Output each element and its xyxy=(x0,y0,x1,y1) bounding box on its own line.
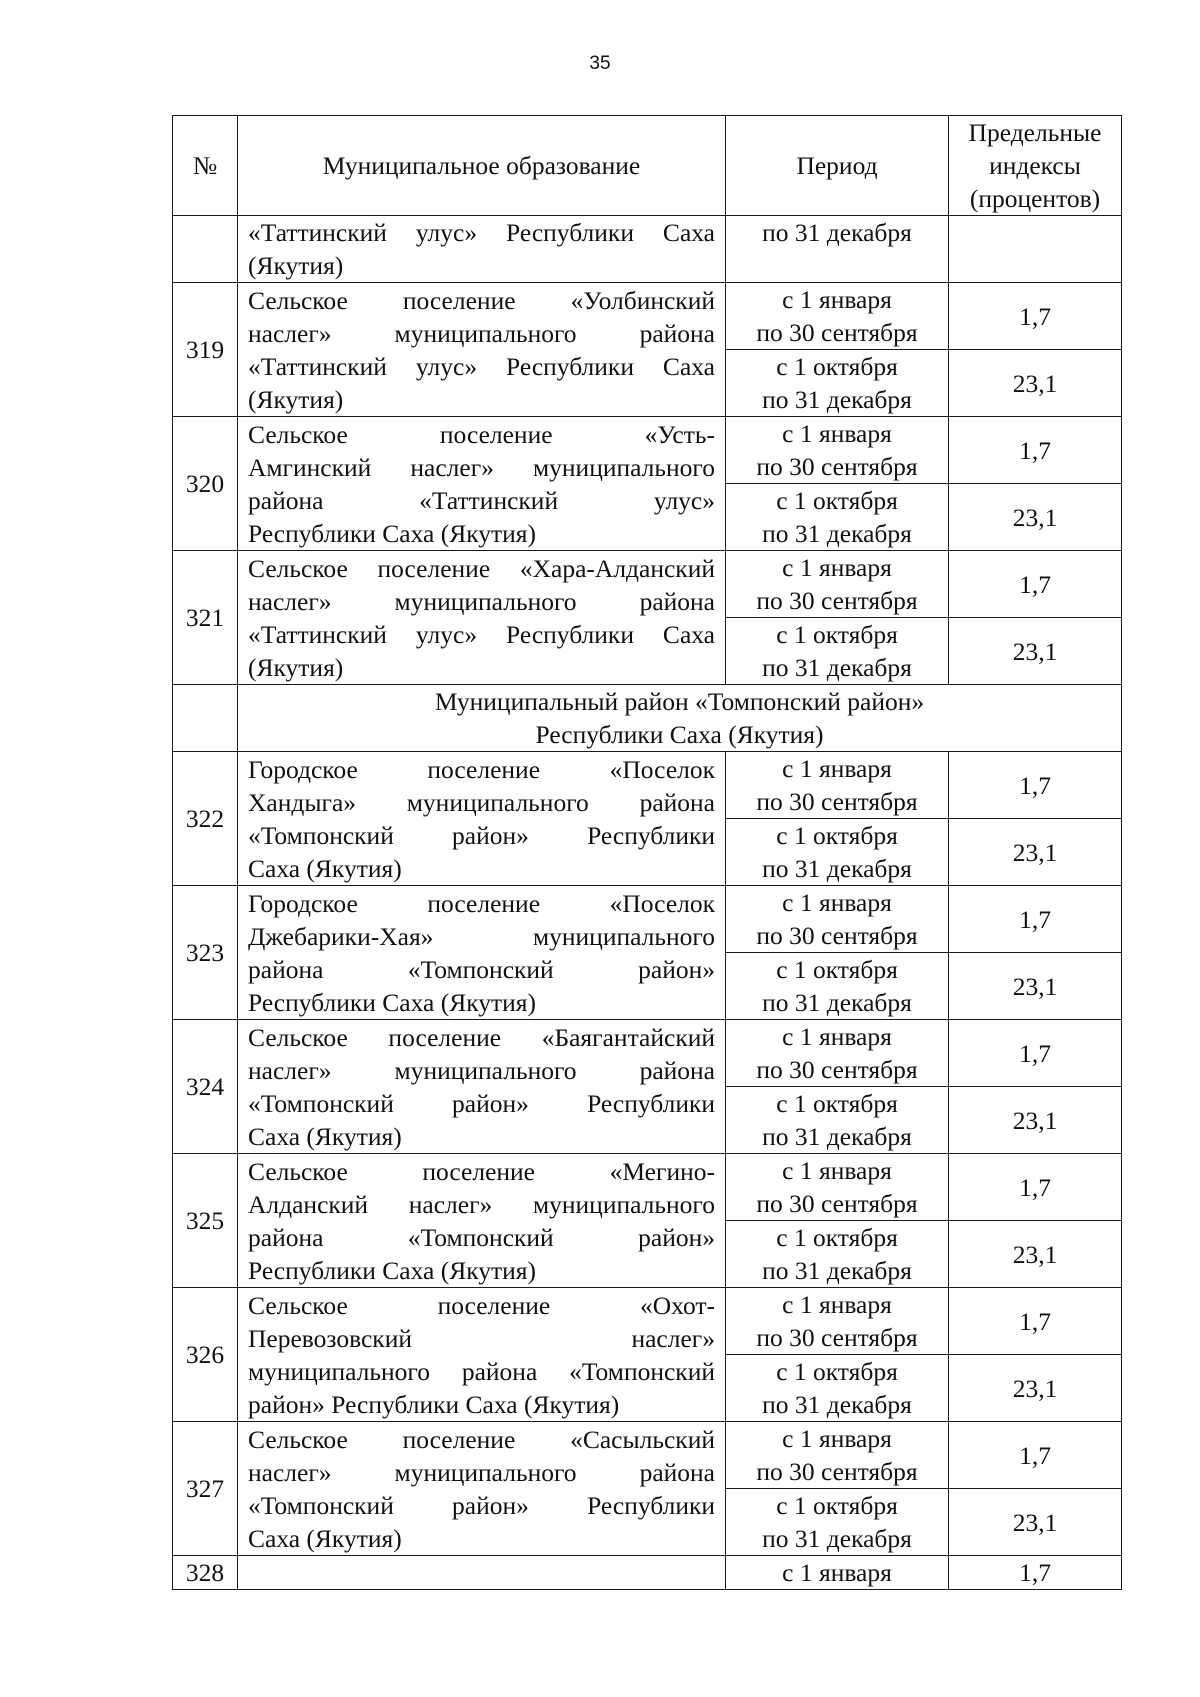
municipality-cell xyxy=(238,1422,726,1556)
header-index-line: (процентов) xyxy=(969,184,1101,213)
header-index xyxy=(949,116,1122,216)
municipality-cell xyxy=(238,216,726,283)
period-line: по 31 декабря xyxy=(762,988,912,1017)
period-cell xyxy=(726,1154,949,1221)
table-row xyxy=(173,1422,1122,1489)
period-cell xyxy=(726,216,949,283)
index-cell: 1,7 xyxy=(949,551,1122,618)
tariff-index-table xyxy=(172,115,1122,1590)
index-cell: 23,1 xyxy=(949,350,1122,417)
period-line: с 1 января xyxy=(782,419,892,448)
municipality-line: Сельское поселение «Уолбинский xyxy=(248,285,715,315)
municipality-line: Республики Саха (Якутия) xyxy=(248,987,537,1017)
index-cell: 1,7 xyxy=(949,1556,1122,1590)
period-line: по 30 сентября xyxy=(756,921,918,950)
index-cell: 23,1 xyxy=(949,484,1122,551)
period-cell xyxy=(726,953,949,1020)
district-title-line: Муниципальный район «Томпонский район» xyxy=(434,687,925,716)
period-line: по 30 сентября xyxy=(756,318,918,347)
municipality-line: Саха (Якутия) xyxy=(248,1523,402,1553)
period-line: по 30 сентября xyxy=(756,1457,918,1486)
municipality-line: Сельское поселение «Охот- xyxy=(248,1290,715,1320)
row-num-cell: 322 xyxy=(173,752,238,886)
period-cell xyxy=(726,752,949,819)
index-cell: 1,7 xyxy=(949,752,1122,819)
municipality-line: (Якутия) xyxy=(248,384,344,414)
table-row xyxy=(173,1556,1122,1590)
period-cell xyxy=(726,283,949,350)
municipality-line: Сельское поселение «Баягантайский xyxy=(248,1022,715,1052)
municipality-line: Республики Саха (Якутия) xyxy=(248,1255,537,1285)
municipality-cell xyxy=(238,1556,726,1590)
municipality-line: Перевозовский наслег» xyxy=(248,1323,715,1353)
municipality-line: Сельское поселение «Мегино- xyxy=(248,1156,715,1186)
period-line: по 31 декабря xyxy=(762,854,912,883)
index-cell: 23,1 xyxy=(949,1355,1122,1422)
period-cell xyxy=(726,1288,949,1355)
period-cell xyxy=(726,1020,949,1087)
period-line: с 1 января xyxy=(782,1022,892,1051)
header-municipality: Муниципальное образование xyxy=(238,116,726,216)
period-line: с 1 октября xyxy=(776,821,898,850)
municipality-line: «Таттинский улус» Республики Саха xyxy=(248,351,715,381)
index-cell: 23,1 xyxy=(949,618,1122,685)
period-line: с 1 октября xyxy=(776,1491,898,1520)
period-cell xyxy=(726,618,949,685)
period-line: с 1 октября xyxy=(776,955,898,984)
period-cell: с 1 января xyxy=(726,1556,949,1590)
row-num-cell: 326 xyxy=(173,1288,238,1422)
index-cell: 1,7 xyxy=(949,1154,1122,1221)
municipality-line: Сельское поселение «Усть- xyxy=(248,419,715,449)
period-cell xyxy=(726,484,949,551)
index-cell: 1,7 xyxy=(949,1020,1122,1087)
municipality-cell xyxy=(238,1288,726,1422)
municipality-line: района «Томпонский район» xyxy=(248,1222,715,1252)
index-cell: 23,1 xyxy=(949,819,1122,886)
row-num-cell: 319 xyxy=(173,283,238,417)
table-row xyxy=(173,752,1122,819)
municipality-line: Джебарики-Хая» муниципального xyxy=(248,921,715,951)
district-header-row xyxy=(173,685,1122,752)
period-line: с 1 января xyxy=(782,888,892,917)
municipality-line: «Таттинский улус» Республики Саха xyxy=(248,619,715,649)
index-cell: 23,1 xyxy=(949,953,1122,1020)
municipality-line: район» Республики Саха (Якутия) xyxy=(248,1389,620,1419)
row-num-cell: 323 xyxy=(173,886,238,1020)
page-number: 35 xyxy=(589,53,611,74)
table-row xyxy=(173,417,1122,484)
period-cell xyxy=(726,1221,949,1288)
period-line: по 31 декабря xyxy=(762,1524,912,1553)
row-num-cell: 328 xyxy=(173,1556,238,1590)
period-line: с 1 января xyxy=(782,1290,892,1319)
period-line: по 30 сентября xyxy=(756,586,918,615)
municipality-line: Республики Саха (Якутия) xyxy=(248,518,537,548)
period-cell xyxy=(726,1355,949,1422)
period-line: по 30 сентября xyxy=(756,1055,918,1084)
period-cell xyxy=(726,1422,949,1489)
period-line: с 1 января xyxy=(782,1156,892,1185)
municipality-cell xyxy=(238,752,726,886)
index-cell: 23,1 xyxy=(949,1489,1122,1556)
table-row-continuation xyxy=(173,216,1122,283)
municipality-line: Саха (Якутия) xyxy=(248,853,402,883)
municipality-line: района «Томпонский район» xyxy=(248,954,715,984)
table-row xyxy=(173,1288,1122,1355)
municipality-line: Амгинский наслег» муниципального xyxy=(248,452,715,482)
municipality-line: Городское поселение «Поселок xyxy=(248,754,715,784)
period-line: по 31 декабря xyxy=(762,1256,912,1285)
header-num: № xyxy=(173,116,238,216)
row-num-cell: 325 xyxy=(173,1154,238,1288)
table-header-row xyxy=(173,116,1122,216)
period-cell xyxy=(726,551,949,618)
municipality-line: Алданский наслег» муниципального xyxy=(248,1189,715,1219)
municipality-cell xyxy=(238,886,726,1020)
period-line: по 30 сентября xyxy=(756,1323,918,1352)
period-line: по 31 декабря xyxy=(762,1390,912,1419)
index-cell xyxy=(949,216,1122,283)
municipality-line: наслег» муниципального района xyxy=(248,1457,715,1487)
period-line: по 30 сентября xyxy=(756,452,918,481)
period-cell xyxy=(726,819,949,886)
row-num-cell xyxy=(173,216,238,283)
period-line: с 1 октября xyxy=(776,1223,898,1252)
municipality-line: наслег» муниципального района xyxy=(248,586,715,616)
index-cell: 1,7 xyxy=(949,283,1122,350)
header-index-line: Предельные xyxy=(968,118,1102,147)
index-cell: 1,7 xyxy=(949,886,1122,953)
municipality-line: наслег» муниципального района xyxy=(248,1055,715,1085)
district-title-line: Республики Саха (Якутия) xyxy=(535,720,824,749)
index-cell: 23,1 xyxy=(949,1087,1122,1154)
header-period: Период xyxy=(726,116,949,216)
period-line: по 31 декабря xyxy=(762,653,912,682)
period-line: с 1 января xyxy=(782,754,892,783)
municipality-line: Сельское поселение «Хара-Алданский xyxy=(248,553,715,583)
index-cell: 1,7 xyxy=(949,1422,1122,1489)
period-line: с 1 октября xyxy=(776,486,898,515)
table-row xyxy=(173,1154,1122,1221)
period-line: по 31 декабря xyxy=(762,519,912,548)
row-num-cell: 324 xyxy=(173,1020,238,1154)
municipality-cell xyxy=(238,1154,726,1288)
municipality-line: «Таттинский улус» Республики Саха xyxy=(248,218,715,247)
row-num-cell: 327 xyxy=(173,1422,238,1556)
municipality-line: Городское поселение «Поселок xyxy=(248,888,715,918)
period-line: по 31 декабря xyxy=(762,1122,912,1151)
index-cell: 23,1 xyxy=(949,1221,1122,1288)
municipality-line: «Томпонский район» Республики xyxy=(248,1088,715,1118)
period-cell xyxy=(726,350,949,417)
period-line: с 1 октября xyxy=(776,620,898,649)
period-cell xyxy=(726,886,949,953)
period-cell xyxy=(726,1087,949,1154)
period-line: с 1 октября xyxy=(776,1357,898,1386)
period-line: с 1 января xyxy=(782,285,892,314)
row-num-cell xyxy=(173,685,238,752)
municipality-line: Сельское поселение «Сасыльский xyxy=(248,1424,715,1454)
municipality-cell xyxy=(238,1020,726,1154)
period-line: с 1 января xyxy=(782,1424,892,1453)
period-line: по 30 сентября xyxy=(756,787,918,816)
municipality-line: муниципального района «Томпонский xyxy=(248,1356,715,1386)
municipality-cell xyxy=(238,551,726,685)
period-line: по 31 декабря xyxy=(762,385,912,414)
period-cell xyxy=(726,417,949,484)
index-cell: 1,7 xyxy=(949,1288,1122,1355)
row-num-cell: 321 xyxy=(173,551,238,685)
municipality-line: Хандыга» муниципального района xyxy=(248,787,715,817)
table-row xyxy=(173,886,1122,953)
period-line: с 1 октября xyxy=(776,352,898,381)
period-line: с 1 октября xyxy=(776,1089,898,1118)
row-num-cell: 320 xyxy=(173,417,238,551)
index-cell: 1,7 xyxy=(949,417,1122,484)
table-row xyxy=(173,1020,1122,1087)
municipality-line: наслег» муниципального района xyxy=(248,318,715,348)
municipality-line: «Томпонский район» Республики xyxy=(248,820,715,850)
period-line: по 31 декабря xyxy=(762,218,912,247)
period-line: по 30 сентября xyxy=(756,1189,918,1218)
municipality-line: «Томпонский район» Республики xyxy=(248,1490,715,1520)
municipality-line: (Якутия) xyxy=(248,251,344,280)
municipality-line: Саха (Якутия) xyxy=(248,1121,402,1151)
municipality-cell xyxy=(238,417,726,551)
municipality-line: района «Таттинский улус» xyxy=(248,485,715,515)
district-title-cell xyxy=(238,685,1122,752)
table-row xyxy=(173,551,1122,618)
header-index-line: индексы xyxy=(989,151,1081,180)
municipality-cell xyxy=(238,283,726,417)
table-row xyxy=(173,283,1122,350)
municipality-line: (Якутия) xyxy=(248,652,344,682)
period-line: с 1 января xyxy=(782,553,892,582)
period-cell xyxy=(726,1489,949,1556)
